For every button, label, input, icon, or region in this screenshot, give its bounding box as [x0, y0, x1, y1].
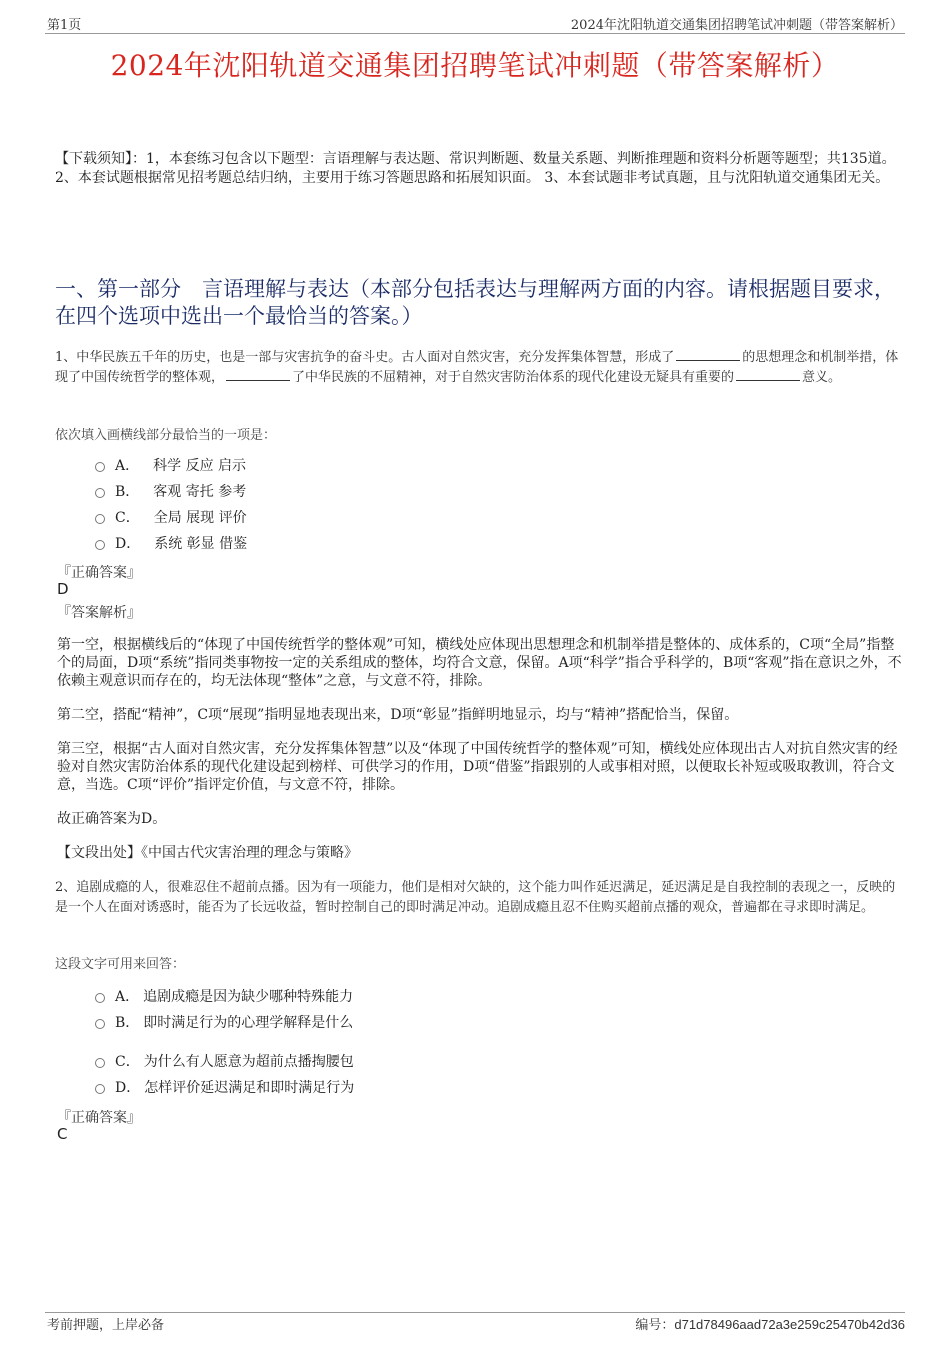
- radio-icon[interactable]: [95, 488, 105, 498]
- analysis-conclusion: 故正确答案为D。: [57, 811, 167, 827]
- question-2-text: 2、追剧成瘾的人，很难忍住不超前点播。因为有一项能力，他们是相对欠缺的，这个能力叫作延迟满足，延迟满足是自我控制的表现之一，反映的是一个人在面对诱惑时，能否为了长远收益，暂时控制自己的即时满足冲动。追剧成瘾且忍不住购买超前点播的观众，普遍都在寻求即时满足。: [55, 880, 896, 915]
- question-2-option-a[interactable]: A． 追剧成瘾是因为缺少哪种特殊能力: [95, 986, 353, 1006]
- radio-icon[interactable]: [95, 514, 105, 524]
- answer-value: C: [57, 1125, 68, 1143]
- fill-blank: [676, 348, 740, 361]
- answer-value: D: [57, 580, 69, 598]
- download-notice: 【下载须知】：1，本套练习包含以下题型：言语理解与表达题、常识判断题、数量关系题、判断推理题和资料分析题等题型；共135道。 2、本套试题根据常见招考题总结归纳，主要用于练习答题思路和拓展知识面。 3、本套试题非考试真题，且与沈阳轨道交通集团无关。: [55, 151, 896, 186]
- question-1-option-b[interactable]: B． 客观 寄托 参考: [95, 481, 246, 501]
- analysis-label: 『答案解析』: [57, 605, 141, 621]
- radio-icon[interactable]: [95, 1084, 105, 1094]
- footer-divider: [45, 1312, 905, 1313]
- document-title: 2024年沈阳轨道交通集团招聘笔试冲刺题（带答案解析）: [110, 49, 840, 82]
- document-code: 编号：d71d78496aad72a3e259c25470b42d36: [635, 1317, 905, 1333]
- analysis-paragraph: 第一空，根据横线后的“体现了中国传统哲学的整体观”可知，横线处应体现出思想理念和机制举措是整体的、成体系的，C项“全局”指整个的局面，D项“系统”指同类事物按一定的关系组成的整体，均符合文意，保留。A项“科学”指合乎科学的，B项“客观”指在意识之外，不依赖主观意识而存在的，均无法体现“整体”之意，与文意不符，排除。: [57, 637, 902, 689]
- radio-icon[interactable]: [95, 540, 105, 550]
- analysis-paragraph: 第二空，搭配“精神”，C项“展现”指明显地表现出来，D项“彰显”指鲜明地显示，均与“精神”搭配恰当，保留。: [57, 707, 739, 723]
- radio-icon[interactable]: [95, 993, 105, 1003]
- question-2-prompt: 这段文字可用来回答：: [55, 957, 186, 972]
- question-1-option-d[interactable]: D． 系统 彰显 借鉴: [95, 533, 247, 553]
- section-title: 一、第一部分 言语理解与表达（本部分包括表达与理解两方面的内容。请根据题目要求，在四个选项中选出一个最恰当的答案。）: [55, 277, 895, 328]
- footer-slogan: 考前押题，上岸必备: [47, 1318, 165, 1333]
- fill-blank: [736, 368, 800, 381]
- source-citation: 【文段出处】《中国古代灾害治理的理念与策略》: [57, 845, 358, 861]
- page-number: 第1页: [47, 18, 82, 33]
- question-2-option-d[interactable]: D． 怎样评价延迟满足和即时满足行为: [95, 1077, 354, 1097]
- fill-blank: [226, 368, 290, 381]
- question-2-option-c[interactable]: C． 为什么有人愿意为超前点播掏腰包: [95, 1051, 354, 1071]
- radio-icon[interactable]: [95, 1058, 105, 1068]
- analysis-paragraph: 第三空，根据“古人面对自然灾害，充分发挥集体智慧”以及“体现了中国传统哲学的整体观”可知，横线处应体现出古人对抗自然灾害的经验对自然灾害防治体系的现代化建设起到榜样、可供学习的作用，D项“借鉴”指跟别的人或事相对照，以便取长补短或吸取教训，符合文意，当选。C项“评价”指评定价值，与文意不符，排除。: [57, 741, 898, 793]
- header-doc-name: 2024年沈阳轨道交通集团招聘笔试冲刺题（带答案解析）: [570, 18, 903, 33]
- question-1-text: 1、中华民族五千年的历史，也是一部与灾害抗争的奋斗史。古人面对自然灾害，充分发挥集体智慧，形成了 的思想理念和机制举措，体现了中国传统哲学的整体观， 了中华民族的不屈精神，对于自然灾害防治体系的现代化建设无疑具有重要的 意义。: [55, 350, 899, 385]
- radio-icon[interactable]: [95, 1019, 105, 1029]
- answer-label: 『正确答案』: [57, 1110, 141, 1126]
- question-2-option-b[interactable]: B． 即时满足行为的心理学解释是什么: [95, 1012, 353, 1032]
- question-1-option-a[interactable]: A． 科学 反应 启示: [95, 455, 246, 475]
- radio-icon[interactable]: [95, 462, 105, 472]
- answer-label: 『正确答案』: [57, 565, 141, 581]
- question-1-prompt: 依次填入画横线部分最恰当的一项是：: [55, 428, 277, 443]
- question-1-option-c[interactable]: C． 全局 展现 评价: [95, 507, 247, 527]
- header-divider: [45, 33, 905, 34]
